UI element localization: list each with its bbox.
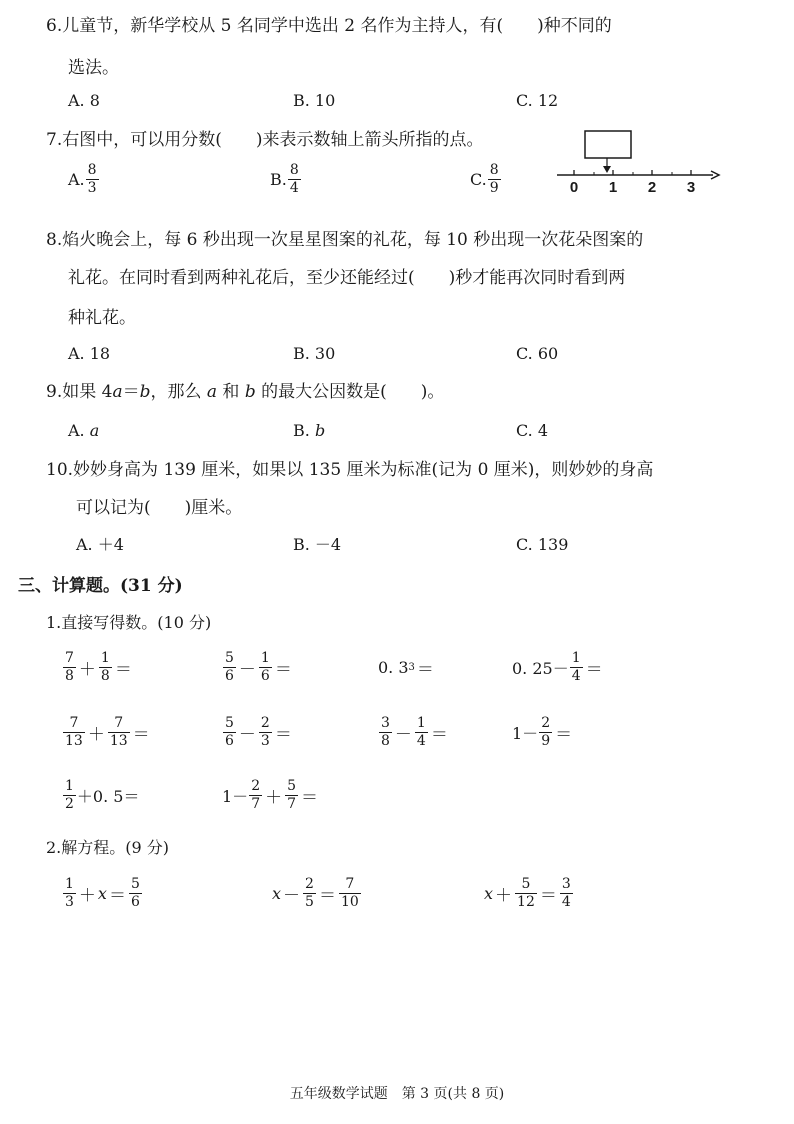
calc-r1-e2: $\frac{5}{6}$ － $\frac{1}{6}$ ＝	[225, 649, 292, 684]
q6-line1: 6.儿童节，新华学校从 5 名同学中选出 2 名作为主持人，有( )种不同的	[46, 16, 612, 36]
q10-option-b: B. －4	[293, 535, 342, 554]
option-label: B.	[270, 170, 287, 189]
option-label: A.	[68, 170, 85, 189]
option-label: C.	[470, 170, 487, 189]
q6-option-c: C. 12	[516, 91, 559, 110]
answer-box	[585, 131, 631, 158]
fraction: $\frac{8}{4}$	[289, 162, 299, 196]
calc-r2-e4: 1－ $\frac{2}{9}$ ＝	[512, 714, 573, 749]
part-1-title: 1.直接写得数。(10 分)	[46, 613, 212, 632]
q10-option-c: C. 139	[516, 535, 569, 554]
q7-option-c	[470, 162, 502, 197]
equation-2: x － $\frac{2}{5}$ ＝ $\frac{7}{10}$	[272, 875, 359, 910]
part-2-title: 2.解方程。(9 分)	[46, 838, 170, 857]
tick-label-3: 3	[686, 179, 696, 196]
calc-r3-e1: $\frac{1}{2}$ ＋0. 5＝	[65, 777, 140, 812]
page-footer: 五年级数学试题 第 3 页(共 8 页)	[289, 1086, 505, 1102]
tick-label-0: 0	[569, 179, 579, 196]
q8-line3: 种礼花。	[68, 308, 136, 328]
q9-option-c: C. 4	[516, 421, 549, 440]
q7-line1: 7.右图中，可以用分数( )来表示数轴上箭头所指的点。	[46, 130, 484, 150]
q10-option-a: A. ＋4	[76, 535, 124, 554]
calc-r2-e3: $\frac{3}{8}$ － $\frac{1}{4}$ ＝	[381, 714, 448, 749]
calc-r2-e1: $\frac{7}{13}$ ＋ $\frac{7}{13}$ ＝	[65, 714, 150, 749]
equation-1: $\frac{1}{3}$ ＋ x ＝ $\frac{5}{6}$	[65, 875, 140, 910]
q9-line1: 9.如果 4a＝b，那么 a 和 b 的最大公因数是( )。	[46, 382, 445, 402]
calc-r1-e4: 0. 25－ $\frac{1}{4}$ ＝	[512, 649, 603, 684]
q6-option-a: A. 8	[68, 91, 100, 110]
calc-r1-e3: 0. 3 3 ＝	[378, 657, 434, 680]
number-line-figure	[555, 126, 725, 196]
calc-r2-e2: $\frac{5}{6}$ － $\frac{2}{3}$ ＝	[225, 714, 292, 749]
q8-option-b: B. 30	[293, 344, 336, 363]
calc-r3-e2: 1－ $\frac{2}{7}$ ＋ $\frac{5}{7}$ ＝	[222, 777, 319, 812]
q10-line1: 10.妙妙身高为 139 厘米，如果以 135 厘米为标准(记为 0 厘米)，则妙妙的身高	[46, 460, 654, 480]
tick-label-1: 1	[608, 179, 618, 196]
fraction: $\frac{8}{9}$	[489, 162, 499, 196]
tick-label-2: 2	[647, 179, 657, 196]
q8-line2: 礼花。在同时看到两种礼花后，至少还能经过( )秒才能再次同时看到两	[68, 268, 626, 288]
q9-option-b: B. b	[293, 421, 326, 440]
pointer-arrow-icon	[603, 166, 611, 173]
q8-option-a: A. 18	[68, 344, 111, 363]
q8-line1: 8.焰火晚会上，每 6 秒出现一次星星图案的礼花，每 10 秒出现一次花朵图案的	[46, 230, 644, 250]
q7-option-a	[68, 162, 100, 197]
q6-line2: 选法。	[68, 58, 119, 78]
q9-option-a: A. a	[68, 421, 100, 440]
calc-r1-e1: $\frac{7}{8}$ ＋ $\frac{1}{8}$ ＝	[65, 649, 132, 684]
equation-3: x ＋ $\frac{5}{12}$ ＝ $\frac{3}{4}$	[484, 875, 571, 910]
q8-option-c: C. 60	[516, 344, 559, 363]
section-3-title: 三、计算题。(31 分)	[18, 576, 183, 596]
q10-line2: 可以记为( )厘米。	[76, 498, 243, 518]
q7-option-b	[270, 162, 302, 197]
fraction: $\frac{8}{3}$	[87, 162, 97, 196]
q6-option-b: B. 10	[293, 91, 336, 110]
